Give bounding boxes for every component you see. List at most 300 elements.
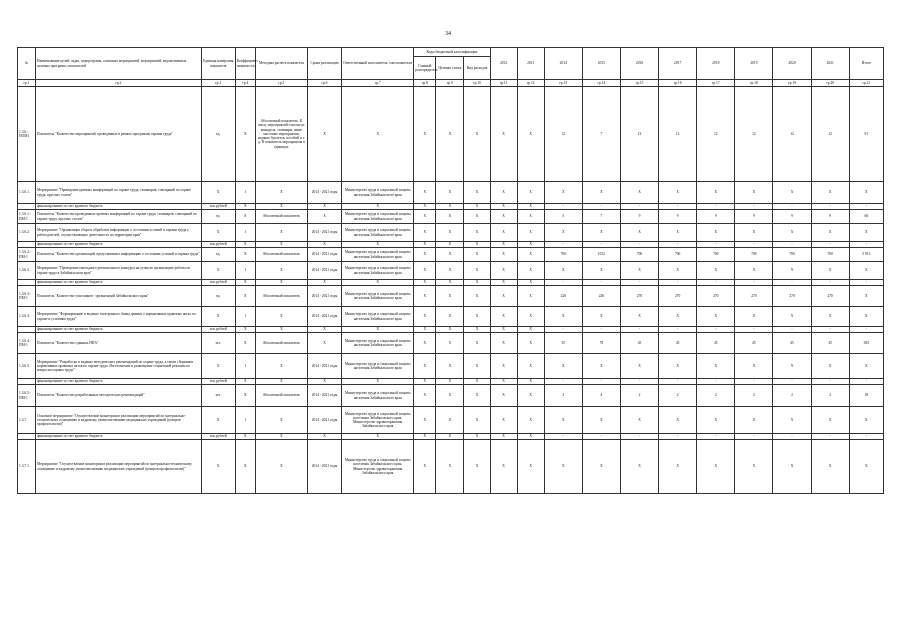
group-number-cell: гр.2 — [36, 80, 202, 87]
row-year-value: X — [490, 379, 517, 385]
row-year-value: - — [735, 379, 773, 385]
row-year-value: X — [517, 327, 544, 333]
row-name-cell: Мероприятие "Разработка и издание методических рекомендаций по охране труда, а также сборников нормативных правовых актов по охране труда. Изготовление и размещение социальной рекламы по вопросам охраны труда" — [36, 354, 202, 379]
row-year-value: X — [490, 333, 517, 354]
row-year-value: - — [773, 379, 811, 385]
row-year-value: X — [490, 307, 517, 327]
row-year-value: X — [582, 262, 620, 280]
row-year-value: X — [517, 434, 544, 440]
row-code-cell: X — [414, 87, 436, 182]
row-year-value: - — [582, 280, 620, 286]
row-total-cell: - — [849, 434, 883, 440]
row-code-cell: X — [414, 286, 436, 307]
row-code-cell: X — [414, 224, 436, 242]
row-method-cell: X — [255, 440, 307, 494]
row-code-cell: X — [464, 385, 490, 407]
row-code-cell: X — [414, 210, 436, 224]
row-unit-cell: тыс.рублей — [201, 242, 235, 248]
row-year-value: - — [811, 242, 849, 248]
header-year: 2014 — [544, 48, 582, 80]
row-code-cell: X — [436, 434, 464, 440]
row-year-value: X — [582, 407, 620, 434]
row-terms-cell: 2014 - 2021 годы — [307, 407, 341, 434]
row-year-value: X — [517, 440, 544, 494]
row-year-value: - — [582, 379, 620, 385]
row-unit-cell: X — [201, 440, 235, 494]
row-year-value: 9 — [697, 210, 735, 224]
program-table — [17, 47, 884, 494]
row-code-cell: X — [464, 224, 490, 242]
header-year: 2018 — [697, 48, 735, 80]
row-unit-cell: шт. — [201, 333, 235, 354]
row-method-cell: X — [255, 434, 307, 440]
row-name-cell: финансирование за счет краевого бюджета — [36, 379, 202, 385]
row-code-cell: X — [414, 327, 436, 333]
row-code-cell: X — [436, 307, 464, 327]
group-number-cell: гр.9 — [436, 80, 464, 87]
row-year-value: 270 — [735, 286, 773, 307]
row-year-value: X — [517, 242, 544, 248]
row-code-cell: X — [464, 407, 490, 434]
row-code-cell: X — [436, 280, 464, 286]
row-total-cell: - — [849, 379, 883, 385]
row-total-cell: X — [849, 224, 883, 242]
row-year-value: 2 — [620, 385, 658, 407]
group-number-cell: гр.8 — [414, 80, 436, 87]
row-year-value: X — [544, 224, 582, 242]
row-year-value: 2 — [659, 385, 697, 407]
row-name-cell: финансирование за счет краевого бюджета — [36, 280, 202, 286]
row-method-cell: Абсолютный показатель — [255, 248, 307, 262]
row-year-value: - — [811, 327, 849, 333]
row-code-cell: X — [414, 307, 436, 327]
row-year-value: 700 — [659, 248, 697, 262]
row-coef-cell: X — [235, 385, 255, 407]
row-method-cell: Абсолютный показатель — [255, 210, 307, 224]
row-coef-cell: 1 — [235, 262, 255, 280]
row-year-value: X — [544, 262, 582, 280]
row-year-value: - — [735, 327, 773, 333]
row-year-value: X — [811, 224, 849, 242]
row-year-value: X — [697, 224, 735, 242]
row-year-value: - — [620, 379, 658, 385]
row-num-cell: 1.3.6.4.-ПМ-1 — [18, 333, 36, 354]
row-code-cell: X — [436, 327, 464, 333]
row-year-value: X — [659, 407, 697, 434]
row-year-value: X — [582, 182, 620, 204]
header-coef: Коэффициент значимости — [235, 48, 255, 80]
row-terms-cell: X — [307, 280, 341, 286]
row-coef-cell: X — [235, 434, 255, 440]
row-code-cell: X — [436, 440, 464, 494]
row-coef-cell: 1 — [235, 182, 255, 204]
table-row — [18, 210, 884, 224]
group-number-cell: гр.7 — [342, 80, 414, 87]
group-number-cell: гр.14 — [582, 80, 620, 87]
row-responsible-cell: Министерство труда и социальной защиты населения Забайкальского края — [342, 307, 414, 327]
row-year-value: - — [697, 327, 735, 333]
row-name-cell: Мероприятие "Организация сбора и обработки информации о состоянии условий и охраны труда у работодателей, осуществляющих деятельность на территории края" — [36, 224, 202, 242]
header-year: 2020 — [773, 48, 811, 80]
row-year-value: 700 — [773, 248, 811, 262]
row-year-value: 2 — [544, 385, 582, 407]
row-code-cell: X — [464, 280, 490, 286]
row-year-value: X — [620, 440, 658, 494]
row-year-value: X — [582, 440, 620, 494]
row-responsible-cell: X — [342, 434, 414, 440]
group-number-cell: гр.17 — [697, 80, 735, 87]
row-terms-cell: 2014 - 2021 годы — [307, 286, 341, 307]
row-responsible-cell: Министерство труда и социальной защиты населения Забайкальского края — [342, 182, 414, 204]
row-year-value: X — [620, 307, 658, 327]
row-coef-cell: 1 — [235, 354, 255, 379]
row-name-cell: Мероприятие "Формирование и ведение электронного банка данных о нормативных правовых актах по охране и условиям труда" — [36, 307, 202, 327]
row-year-value: - — [735, 280, 773, 286]
row-year-value: X — [773, 354, 811, 379]
group-number-cell: гр.15 — [620, 80, 658, 87]
row-code-cell: X — [436, 224, 464, 242]
row-total-cell: X — [849, 182, 883, 204]
row-year-value: X — [620, 354, 658, 379]
row-year-value: 2 — [735, 385, 773, 407]
row-terms-cell: X — [307, 333, 341, 354]
row-unit-cell: ед. — [201, 210, 235, 224]
row-year-value: X — [582, 307, 620, 327]
row-method-cell: X — [255, 224, 307, 242]
row-year-value: X — [773, 407, 811, 434]
row-coef-cell: X — [235, 280, 255, 286]
row-code-cell: X — [464, 354, 490, 379]
row-code-cell: X — [464, 286, 490, 307]
row-code-cell: X — [464, 242, 490, 248]
row-year-value: 9 — [773, 210, 811, 224]
row-total-cell: 5 912 — [849, 248, 883, 262]
row-name-cell: Показатель "Количество сданных НПА" — [36, 333, 202, 354]
row-responsible-cell: X — [342, 242, 414, 248]
row-code-cell: X — [414, 385, 436, 407]
row-year-value: X — [544, 182, 582, 204]
header-method: Методика расчета показателя — [255, 48, 307, 80]
row-year-value: X — [544, 440, 582, 494]
header-codes: Коды бюджетной классификации — [414, 48, 490, 57]
row-year-value: 12 — [620, 87, 658, 182]
row-code-cell: X — [436, 204, 464, 210]
header-terms: Сроки реализации — [307, 48, 341, 80]
row-unit-cell: ед. — [201, 248, 235, 262]
row-unit-cell: ед. — [201, 286, 235, 307]
row-year-value: 270 — [620, 286, 658, 307]
row-name-cell: Показатель "Количество участников - организаций Забайкальского края" — [36, 286, 202, 307]
row-year-value: 9 — [735, 210, 773, 224]
row-unit-cell: X — [201, 224, 235, 242]
row-code-cell: X — [414, 354, 436, 379]
row-year-value: X — [517, 224, 544, 242]
row-year-value: 700 — [811, 248, 849, 262]
row-year-value: X — [659, 182, 697, 204]
row-num-cell: 1.3.6.5. — [18, 354, 36, 379]
row-year-value: X — [544, 407, 582, 434]
row-year-value: X — [490, 407, 517, 434]
row-code-cell: X — [436, 385, 464, 407]
row-name-cell: Мероприятие "Осуществление мониторинга реализации мероприятий по материально-техническому оснащению и кадровому укомплектованию медицинских учреждений (центров профпатологии)" — [36, 440, 202, 494]
header-year: 2017 — [659, 48, 697, 80]
row-year-value: - — [811, 280, 849, 286]
row-year-value: - — [659, 327, 697, 333]
row-year-value: X — [517, 87, 544, 182]
row-coef-cell: X — [235, 440, 255, 494]
row-code-cell: X — [414, 262, 436, 280]
row-name-cell: Мероприятие "Проведение ежегодного регионального конкурса на лучшую организацию работы по охране труда в Забайкальском крае" — [36, 262, 202, 280]
row-terms-cell: 2014 - 2021 годы — [307, 354, 341, 379]
row-year-value: - — [773, 204, 811, 210]
header-code-col: Целевая статья — [436, 57, 464, 80]
header-year: 2016 — [620, 48, 658, 80]
group-number-cell: гр.4 — [235, 80, 255, 87]
row-method-cell: X — [255, 407, 307, 434]
row-responsible-cell: Министерство труда и социальной защиты населения Забайкальского края, Министерство здравоохранения Забайкальского края — [342, 407, 414, 434]
row-year-value: - — [735, 434, 773, 440]
row-num-cell: 1.3.6.-ПОМ1 — [18, 87, 36, 182]
row-total-cell: X — [849, 307, 883, 327]
header-year: 2015 — [582, 48, 620, 80]
row-unit-cell: тыс.рублей — [201, 204, 235, 210]
row-responsible-cell: Министерство труда и социальной защиты населения Забайкальского края — [342, 354, 414, 379]
row-year-value: - — [544, 204, 582, 210]
row-year-value: X — [517, 248, 544, 262]
row-name-cell: Показатель "Количество мероприятий, проведенных в рамках программы охраны труда" — [36, 87, 202, 182]
row-num-cell: 1.3.6.3. — [18, 262, 36, 280]
row-year-value: - — [620, 280, 658, 286]
header-total: Итого — [849, 48, 883, 80]
row-year-value: - — [544, 327, 582, 333]
row-year-value: X — [517, 286, 544, 307]
row-year-value: X — [811, 440, 849, 494]
row-year-value: 12 — [697, 87, 735, 182]
row-year-value: X — [544, 307, 582, 327]
row-year-value: X — [773, 440, 811, 494]
row-year-value: - — [620, 327, 658, 333]
row-method-cell: X — [255, 280, 307, 286]
row-year-value: 45 — [811, 333, 849, 354]
table-header — [18, 48, 884, 87]
row-name-cell: Показатель "Количество организаций, представивших информацию о состоянии условий и охраны труда" — [36, 248, 202, 262]
row-year-value: 45 — [697, 333, 735, 354]
row-year-value: X — [517, 204, 544, 210]
row-code-cell: X — [464, 248, 490, 262]
row-code-cell: X — [414, 333, 436, 354]
row-method-cell: X — [255, 354, 307, 379]
row-total-cell: X — [849, 286, 883, 307]
row-num-cell: 1.3.6.2. — [18, 224, 36, 242]
row-total-cell: 91 — [849, 87, 883, 182]
row-method-cell: X — [255, 307, 307, 327]
row-name-cell: Показатель "Количество проведенных краевых конференций по охране труда, семинаров, совещаний по охране труда, круглых столов" — [36, 210, 202, 224]
row-year-value: - — [773, 242, 811, 248]
row-coef-cell: X — [235, 327, 255, 333]
row-coef-cell: 1 — [235, 407, 255, 434]
table-body — [18, 87, 884, 494]
header-num: № — [18, 48, 36, 80]
row-code-cell: X — [464, 440, 490, 494]
row-num-cell: 1.3.7. — [18, 407, 36, 434]
group-number-cell: гр.1 — [18, 80, 36, 87]
row-code-cell: X — [436, 242, 464, 248]
row-total-cell: - — [849, 204, 883, 210]
row-year-value: - — [697, 280, 735, 286]
row-name-cell: финансирование за счет краевого бюджета — [36, 327, 202, 333]
row-year-value: X — [620, 182, 658, 204]
table-row — [18, 182, 884, 204]
row-code-cell: X — [464, 333, 490, 354]
row-code-cell: X — [464, 182, 490, 204]
row-terms-cell: 2014 - 2021 годы — [307, 385, 341, 407]
row-year-value: 12 — [811, 87, 849, 182]
row-year-value: - — [735, 242, 773, 248]
row-num-cell: 1.3.6.5.-ПМ-1 — [18, 385, 36, 407]
row-year-value: X — [620, 262, 658, 280]
header-code-col: Главный распорядитель — [414, 57, 436, 80]
row-code-cell: X — [436, 87, 464, 182]
row-year-value: 12 — [659, 87, 697, 182]
row-responsible-cell: X — [342, 379, 414, 385]
row-code-cell: X — [464, 87, 490, 182]
row-coef-cell: X — [235, 204, 255, 210]
row-year-value: - — [544, 379, 582, 385]
row-unit-cell: X — [201, 182, 235, 204]
row-responsible-cell: X — [342, 204, 414, 210]
row-year-value: X — [773, 224, 811, 242]
row-code-cell: X — [436, 182, 464, 204]
row-year-value: X — [517, 385, 544, 407]
row-unit-cell: тыс.рублей — [201, 434, 235, 440]
group-number-row — [18, 80, 884, 87]
row-year-value: - — [697, 204, 735, 210]
row-terms-cell: 2014 - 2021 годы — [307, 182, 341, 204]
row-total-cell: 383 — [849, 333, 883, 354]
table-row — [18, 248, 884, 262]
row-year-value: 270 — [773, 286, 811, 307]
row-year-value: 1012 — [582, 248, 620, 262]
row-year-value: X — [811, 307, 849, 327]
row-year-value: X — [659, 224, 697, 242]
row-year-value: 2 — [697, 385, 735, 407]
row-code-cell: X — [414, 242, 436, 248]
group-number-cell: гр.11 — [490, 80, 517, 87]
row-year-value: X — [517, 210, 544, 224]
row-year-value: X — [517, 280, 544, 286]
row-year-value: X — [697, 354, 735, 379]
row-terms-cell: 2014 - 2021 годы — [307, 224, 341, 242]
row-terms-cell: 2014 - 2021 годы — [307, 440, 341, 494]
row-method-cell: Абсолютный показатель — [255, 286, 307, 307]
row-year-value: X — [517, 379, 544, 385]
row-total-cell: X — [849, 407, 883, 434]
row-code-cell: X — [464, 204, 490, 210]
row-year-value: - — [773, 434, 811, 440]
row-responsible-cell: Министерство труда и социальной защиты населения Забайкальского края — [342, 333, 414, 354]
row-year-value: X — [517, 354, 544, 379]
row-year-value: X — [490, 87, 517, 182]
row-year-value: 7 — [582, 210, 620, 224]
row-code-cell: X — [414, 248, 436, 262]
table-row — [18, 354, 884, 379]
row-year-value: - — [811, 379, 849, 385]
row-responsible-cell: X — [342, 327, 414, 333]
row-year-value: X — [490, 385, 517, 407]
table-row — [18, 385, 884, 407]
row-unit-cell: шт. — [201, 385, 235, 407]
row-terms-cell: X — [307, 434, 341, 440]
row-year-value: - — [773, 280, 811, 286]
row-year-value: 45 — [773, 333, 811, 354]
row-year-value: - — [697, 242, 735, 248]
row-terms-cell: 2014 - 2021 годы — [307, 307, 341, 327]
row-year-value: - — [697, 379, 735, 385]
row-year-value: 12 — [735, 87, 773, 182]
row-terms-cell: X — [307, 204, 341, 210]
row-name-cell: Основное мероприятие "Осуществление мониторинга реализации мероприятий по материально-техническому оснащению и кадровому укомплектованию медицинских учреждений (центров профпатологии)" — [36, 407, 202, 434]
row-responsible-cell: Министерство труда и социальной защиты населения Забайкальского края — [342, 385, 414, 407]
row-year-value: X — [811, 354, 849, 379]
row-year-value: 35 — [544, 333, 582, 354]
row-terms-cell: X — [307, 379, 341, 385]
row-year-value: 700 — [620, 248, 658, 262]
row-year-value: 270 — [811, 286, 849, 307]
row-total-cell: 66 — [849, 210, 883, 224]
row-year-value: - — [811, 204, 849, 210]
row-code-cell: X — [436, 286, 464, 307]
row-num-cell: 1.3.6.3.-ПМ-1 — [18, 286, 36, 307]
row-year-value: X — [582, 224, 620, 242]
row-year-value: X — [735, 182, 773, 204]
row-terms-cell: X — [307, 327, 341, 333]
group-number-cell: гр.10 — [464, 80, 490, 87]
header-code-col: Вид расходов — [464, 57, 490, 80]
row-terms-cell: 2014 - 2021 годы — [307, 262, 341, 280]
row-unit-cell: X — [201, 407, 235, 434]
row-year-value: X — [735, 354, 773, 379]
header-name: Наименование целей, задач, подпрограмм, основных мероприятий, мероприятий, ведомственных целевых программ, показателей — [36, 48, 202, 80]
header-year: 2019 — [735, 48, 773, 80]
row-year-value: 4 — [582, 385, 620, 407]
row-num-cell: 1.3.6.2.-ПМ-1 — [18, 248, 36, 262]
row-year-value: X — [735, 407, 773, 434]
group-number-cell: гр.3 — [201, 80, 235, 87]
row-method-cell: Абсолютный показатель — [255, 385, 307, 407]
row-year-value: X — [659, 307, 697, 327]
row-year-value: - — [620, 434, 658, 440]
group-number-cell: гр.13 — [544, 80, 582, 87]
row-coef-cell: 1 — [235, 307, 255, 327]
row-year-value: - — [620, 242, 658, 248]
row-year-value: X — [735, 262, 773, 280]
header-year: 2013 — [517, 48, 544, 80]
row-terms-cell: X — [307, 87, 341, 182]
row-year-value: X — [697, 262, 735, 280]
row-year-value: 12 — [544, 87, 582, 182]
row-year-value: X — [490, 182, 517, 204]
row-coef-cell: X — [235, 248, 255, 262]
table-row — [18, 224, 884, 242]
row-year-value: - — [582, 204, 620, 210]
row-num-cell: 1.3.6.1.-ПМ-1 — [18, 210, 36, 224]
row-year-value: X — [517, 407, 544, 434]
row-code-cell: X — [414, 379, 436, 385]
row-year-value: X — [544, 354, 582, 379]
row-year-value: - — [735, 204, 773, 210]
row-method-cell: X — [255, 242, 307, 248]
row-code-cell: X — [436, 262, 464, 280]
